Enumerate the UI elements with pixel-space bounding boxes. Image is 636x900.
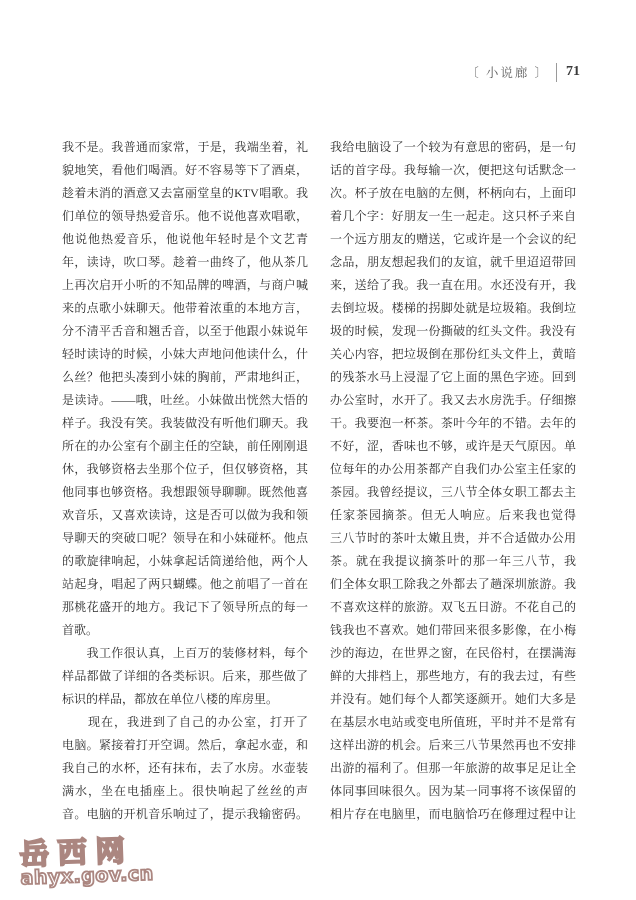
text-line: 们全体女职工除我之外都去了趟深圳旅游。我 bbox=[330, 577, 576, 591]
text-line: 去倒垃圾。楼梯的拐脚处就是垃圾箱。我倒垃 bbox=[330, 301, 576, 315]
text-line: 办公室时，水开了。我又去水房洗手。仔细擦 bbox=[330, 393, 576, 407]
section-label: 〔 小说廊 〕 bbox=[466, 66, 549, 80]
text-line: 圾的时候，发现一份撕破的红头文件。我没有 bbox=[330, 324, 576, 338]
text-line: 休，我够资格去坐那个位子，但仅够资格，其 bbox=[62, 462, 308, 476]
text-line: 分不清平舌音和翘舌音，以至于他跟小妹说年 bbox=[62, 324, 308, 338]
text-line: 体同事回味很久。因为某一同事将不该保留的 bbox=[330, 784, 576, 798]
text-line: 趁着未消的酒意又去富丽堂皇的KTV唱歌。我 bbox=[62, 186, 308, 200]
text-line: 欢音乐，又喜欢读诗，这是否可以做为我和领 bbox=[62, 508, 308, 522]
text-line: 我不是。我普通而家常，于是，我端坐着，礼 bbox=[62, 140, 308, 154]
text-line: 上再次启开小听的不知品牌的啤酒，与商户喊 bbox=[62, 278, 308, 292]
text-line: 首歌。 bbox=[62, 623, 99, 637]
site-watermark bbox=[19, 834, 154, 889]
text-line: 来的点歌小妹聊天。他带着浓重的本地方言， bbox=[62, 301, 308, 315]
text-line: 三八节时的茶叶太嫩且贵，并不合适做办公用 bbox=[330, 531, 576, 545]
text-line: 的残茶水马上浸湿了它上面的黑色字迹。回到 bbox=[330, 370, 576, 384]
text-line: 我给电脑设了一个较为有意思的密码，是一句 bbox=[330, 140, 576, 154]
text-line: 所在的办公室有个副主任的空缺，前任刚刚退 bbox=[62, 439, 308, 453]
watermark-site-url: ahyx.gov.cn bbox=[20, 862, 155, 890]
text-line: 不喜欢这样的旅游。双飞五日游。不花自己的 bbox=[330, 600, 576, 614]
text-line: 轻时读诗的时候，小妹大声地问他读什么，什 bbox=[62, 347, 308, 361]
text-line: 我自己的水杯，还有抹布，去了水房。水壶装 bbox=[62, 761, 308, 775]
text-column-right bbox=[330, 136, 576, 826]
text-line: 他同事也够资格。我想跟领导聊聊。既然他喜 bbox=[62, 485, 308, 499]
text-line: 样品都做了详细的各类标识。后来，那些做了 bbox=[62, 669, 308, 683]
text-line: 相片存在电脑里，而电脑恰巧在修理过程中让 bbox=[330, 807, 576, 821]
text-line: 那桃花盛开的地方。我记下了领导所点的每一 bbox=[62, 600, 308, 614]
text-line: 样子。我没有笑。我装做没有听他们聊天。我 bbox=[62, 416, 308, 430]
text-line: 现在，我进到了自己的办公室，打开了 bbox=[62, 715, 308, 729]
text-line: 钱我也不喜欢。她们带回来很多影像，在小梅 bbox=[330, 623, 576, 637]
text-line: 电脑。紧接着打开空调。然后，拿起水壶，和 bbox=[62, 738, 308, 752]
text-line: 这样出游的机会。后来三八节果然再也不安排 bbox=[330, 738, 576, 752]
text-line: 的歌旋律响起，小妹拿起话筒递给他，两个人 bbox=[62, 554, 308, 568]
text-line: 在基层水电站或变电所值班，平时并不是常有 bbox=[330, 715, 576, 729]
text-line: 站起身，唱起了两只蝴蝶。他之前唱了一首在 bbox=[62, 577, 308, 591]
text-line: 着几个字：好朋友一生一起走。这只杯子来自 bbox=[330, 209, 576, 223]
text-line: 话的首字母。我每输一次，便把这句话默念一 bbox=[330, 163, 576, 177]
text-line: 我工作很认真，上百万的装修材料，每个 bbox=[62, 646, 308, 660]
text-line: 来，送给了我。我一直在用。水还没有开，我 bbox=[330, 278, 576, 292]
text-line: 位每年的办公用茶都产自我们办公室主任家的 bbox=[330, 462, 576, 476]
text-line: 沙的海边，在世界之窗，在民俗村，在摆满海 bbox=[330, 646, 576, 660]
text-line: 任家茶园摘茶。但无人响应。后来我也觉得 bbox=[330, 508, 576, 522]
text-line: 并没有。她们每个人都笑逐颜开。她们大多是 bbox=[330, 692, 576, 706]
text-line: 一个远方朋友的赠送，它或许是一个会议的纪 bbox=[330, 232, 576, 246]
text-line: 标识的样品，都放在单位八楼的库房里。 bbox=[62, 692, 279, 706]
page-number: 71 bbox=[566, 64, 580, 79]
text-line: 不好，涩，香味也不够，或许是天气原因。单 bbox=[330, 439, 576, 453]
text-line: 次。杯子放在电脑的左侧，杯柄向右，上面印 bbox=[330, 186, 576, 200]
text-line: 么丝？他把头凑到小妹的胸前，严肃地纠正， bbox=[62, 370, 308, 384]
text-line: 出游的福利了。但那一年旅游的故事足足让全 bbox=[330, 761, 576, 775]
text-line: 鲜的大排档上，那些地方，有的我去过，有些 bbox=[330, 669, 576, 683]
watermark-site-name: 岳西网 bbox=[19, 833, 135, 872]
text-line: 干。我要泡一杯茶。茶叶今年的不错。去年的 bbox=[330, 416, 576, 430]
text-line: 年，读诗，吹口琴。趁着一曲终了，他从茶几 bbox=[62, 255, 308, 269]
running-head bbox=[466, 60, 580, 84]
text-line: 是读诗。——哦，吐丝。小妹做出恍然大悟的 bbox=[62, 393, 308, 407]
text-column-left bbox=[62, 136, 308, 826]
text-line: 满水，坐在电插座上。很快响起了丝丝的声 bbox=[62, 784, 308, 798]
text-line: 貌地笑，看他们喝酒。好不容易等下了酒桌， bbox=[62, 163, 308, 177]
text-line: 茶。就在我提议摘茶叶的那一年三八节，我 bbox=[330, 554, 576, 568]
text-line: 他说他热爱音乐，他说他年轻时是个文艺青 bbox=[62, 232, 308, 246]
text-line: 关心内容，把垃圾倒在那份红头文件上，黄暗 bbox=[330, 347, 576, 361]
text-line: 导聊天的突破口呢？领导在和小妹碰杯。他点 bbox=[62, 531, 308, 545]
text-line: 音。电脑的开机音乐响过了，提示我输密码。 bbox=[62, 807, 308, 821]
header-divider bbox=[556, 63, 557, 82]
text-line: 们单位的领导热爱音乐。他不说他喜欢唱歌， bbox=[62, 209, 308, 223]
text-line: 茶园。我曾经提议，三八节全体女职工都去主 bbox=[330, 485, 576, 499]
text-line: 念品，朋友想起我们的友谊，就千里迢迢带回 bbox=[330, 255, 576, 269]
